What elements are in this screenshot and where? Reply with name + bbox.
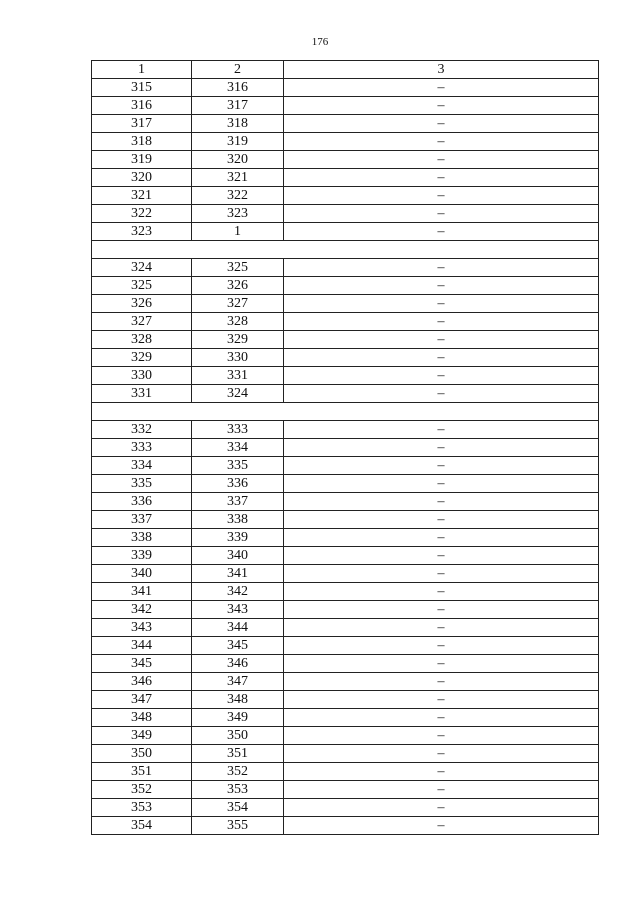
table-cell-col1: 323	[92, 223, 192, 241]
table-row	[92, 583, 599, 601]
table-cell-col1: 334	[92, 457, 192, 475]
table-cell-col2: 355	[192, 817, 284, 835]
table-cell-col1: 342	[92, 601, 192, 619]
table-row	[92, 115, 599, 133]
table-cell-col1: 316	[92, 97, 192, 115]
table-row	[92, 547, 599, 565]
table-cell-col1: 348	[92, 709, 192, 727]
table-cell-col1: 332	[92, 421, 192, 439]
table-cell-col3: –	[284, 313, 599, 331]
table-cell-col1: 328	[92, 331, 192, 349]
table-cell-col2: 340	[192, 547, 284, 565]
table-cell-col3: –	[284, 655, 599, 673]
table-cell-col1: 353	[92, 799, 192, 817]
table-cell-col2: 319	[192, 133, 284, 151]
table-cell-col1: 349	[92, 727, 192, 745]
table-cell-col2: 353	[192, 781, 284, 799]
table-row	[92, 133, 599, 151]
table-cell-col3: –	[284, 421, 599, 439]
table-cell-col3: –	[284, 187, 599, 205]
table-cell-col1: 338	[92, 529, 192, 547]
table-cell-col3: –	[284, 295, 599, 313]
table-cell-col3: –	[284, 133, 599, 151]
table-cell-col1: 318	[92, 133, 192, 151]
table-cell-col2: 339	[192, 529, 284, 547]
data-table	[91, 60, 599, 835]
table-cell-col1: 325	[92, 277, 192, 295]
table-cell-col2: 1	[192, 223, 284, 241]
table-cell-col2: 336	[192, 475, 284, 493]
table-cell-col2: 333	[192, 421, 284, 439]
table-header-row	[92, 61, 599, 79]
table-cell-col2: 322	[192, 187, 284, 205]
table-cell-col2: 354	[192, 799, 284, 817]
table-row	[92, 817, 599, 835]
table-cell-col2: 347	[192, 673, 284, 691]
table-row	[92, 565, 599, 583]
table-row	[92, 763, 599, 781]
table-row	[92, 655, 599, 673]
table-cell-col3: –	[284, 691, 599, 709]
table-cell-col1: 351	[92, 763, 192, 781]
table-cell-col2: 352	[192, 763, 284, 781]
table-cell-col3: –	[284, 529, 599, 547]
table-cell-col3: –	[284, 169, 599, 187]
table-row	[92, 187, 599, 205]
table-cell-col2: 350	[192, 727, 284, 745]
table-row	[92, 295, 599, 313]
separator-cell	[92, 403, 599, 421]
table-row	[92, 421, 599, 439]
table-cell-col3: –	[284, 151, 599, 169]
table-cell-col2: 344	[192, 619, 284, 637]
table-cell-col3: –	[284, 583, 599, 601]
table-row	[92, 223, 599, 241]
table-row	[92, 781, 599, 799]
table-separator-row	[92, 241, 599, 259]
table-row	[92, 691, 599, 709]
table-cell-col3: –	[284, 259, 599, 277]
table-cell-col1: 352	[92, 781, 192, 799]
table-cell-col1: 315	[92, 79, 192, 97]
table-cell-col3: –	[284, 619, 599, 637]
table-cell-col2: 320	[192, 151, 284, 169]
table-cell-col1: 336	[92, 493, 192, 511]
table-cell-col1: 324	[92, 259, 192, 277]
table-cell-col3: –	[284, 205, 599, 223]
page-number: 176	[311, 36, 329, 48]
table-cell-col3: –	[284, 763, 599, 781]
table-row	[92, 745, 599, 763]
table-row	[92, 727, 599, 745]
table-row	[92, 601, 599, 619]
table-row	[92, 169, 599, 187]
table-row	[92, 97, 599, 115]
table-separator-row	[92, 403, 599, 421]
table-row	[92, 79, 599, 97]
table-cell-col2: 345	[192, 637, 284, 655]
table-cell-col2: 334	[192, 439, 284, 457]
table-cell-col2: 341	[192, 565, 284, 583]
table-cell-col1: 330	[92, 367, 192, 385]
table-cell-col3: –	[284, 601, 599, 619]
table-row	[92, 475, 599, 493]
table-cell-col3: –	[284, 745, 599, 763]
table-row	[92, 349, 599, 367]
table-cell-col2: 342	[192, 583, 284, 601]
table-cell-col3: –	[284, 727, 599, 745]
table-cell-col3: –	[284, 97, 599, 115]
table-cell-col2: 317	[192, 97, 284, 115]
table-cell-col3: –	[284, 709, 599, 727]
table-cell-col2: 349	[192, 709, 284, 727]
table-row	[92, 493, 599, 511]
table-cell-col1: 340	[92, 565, 192, 583]
table-cell-col1: 345	[92, 655, 192, 673]
table-cell-col1: 321	[92, 187, 192, 205]
table-cell-col3: –	[284, 475, 599, 493]
table-row	[92, 151, 599, 169]
table-cell-col3: –	[284, 331, 599, 349]
table-cell-col2: 318	[192, 115, 284, 133]
table-body	[92, 61, 599, 835]
table-row	[92, 439, 599, 457]
table-cell-col3: –	[284, 439, 599, 457]
table-cell-col2: 326	[192, 277, 284, 295]
header-cell-2: 2	[192, 61, 284, 79]
table-cell-col3: –	[284, 565, 599, 583]
table-cell-col3: –	[284, 799, 599, 817]
table-cell-col1: 343	[92, 619, 192, 637]
table-cell-col1: 335	[92, 475, 192, 493]
table-cell-col1: 354	[92, 817, 192, 835]
table-cell-col1: 329	[92, 349, 192, 367]
table-cell-col3: –	[284, 79, 599, 97]
table-cell-col3: –	[284, 223, 599, 241]
table-cell-col1: 331	[92, 385, 192, 403]
table-row	[92, 313, 599, 331]
table-cell-col3: –	[284, 637, 599, 655]
table-cell-col1: 337	[92, 511, 192, 529]
table-row	[92, 331, 599, 349]
table-cell-col3: –	[284, 511, 599, 529]
table-cell-col2: 316	[192, 79, 284, 97]
table-cell-col2: 330	[192, 349, 284, 367]
table-cell-col2: 343	[192, 601, 284, 619]
table-cell-col1: 341	[92, 583, 192, 601]
table-row	[92, 385, 599, 403]
table-cell-col1: 346	[92, 673, 192, 691]
table-cell-col1: 344	[92, 637, 192, 655]
table-cell-col1: 339	[92, 547, 192, 565]
table-cell-col2: 323	[192, 205, 284, 223]
table-cell-col1: 322	[92, 205, 192, 223]
table-row	[92, 529, 599, 547]
table-row	[92, 277, 599, 295]
table-row	[92, 637, 599, 655]
table-row	[92, 205, 599, 223]
table-cell-col2: 327	[192, 295, 284, 313]
table-cell-col1: 350	[92, 745, 192, 763]
table-cell-col1: 320	[92, 169, 192, 187]
table-cell-col1: 317	[92, 115, 192, 133]
table-cell-col2: 337	[192, 493, 284, 511]
table-cell-col3: –	[284, 277, 599, 295]
table-row	[92, 367, 599, 385]
table-cell-col1: 319	[92, 151, 192, 169]
table-cell-col2: 335	[192, 457, 284, 475]
table-cell-col3: –	[284, 115, 599, 133]
table-cell-col2: 329	[192, 331, 284, 349]
table-row	[92, 619, 599, 637]
table-cell-col1: 347	[92, 691, 192, 709]
table-cell-col3: –	[284, 367, 599, 385]
table-cell-col3: –	[284, 547, 599, 565]
table-row	[92, 799, 599, 817]
table-cell-col3: –	[284, 781, 599, 799]
table-cell-col1: 333	[92, 439, 192, 457]
header-cell-1: 1	[92, 61, 192, 79]
table-row	[92, 511, 599, 529]
table-cell-col2: 348	[192, 691, 284, 709]
table-cell-col3: –	[284, 817, 599, 835]
table-cell-col3: –	[284, 349, 599, 367]
table-cell-col2: 331	[192, 367, 284, 385]
table-cell-col2: 321	[192, 169, 284, 187]
table-row	[92, 259, 599, 277]
header-cell-3: 3	[284, 61, 599, 79]
table-cell-col2: 346	[192, 655, 284, 673]
table-cell-col3: –	[284, 493, 599, 511]
separator-cell	[92, 241, 599, 259]
table-cell-col1: 326	[92, 295, 192, 313]
table-row	[92, 673, 599, 691]
table-cell-col2: 328	[192, 313, 284, 331]
table-cell-col2: 338	[192, 511, 284, 529]
table-row	[92, 457, 599, 475]
table-cell-col2: 351	[192, 745, 284, 763]
table-cell-col3: –	[284, 457, 599, 475]
table-cell-col3: –	[284, 673, 599, 691]
table-cell-col2: 325	[192, 259, 284, 277]
table-cell-col1: 327	[92, 313, 192, 331]
table-cell-col3: –	[284, 385, 599, 403]
table-cell-col2: 324	[192, 385, 284, 403]
table-row	[92, 709, 599, 727]
